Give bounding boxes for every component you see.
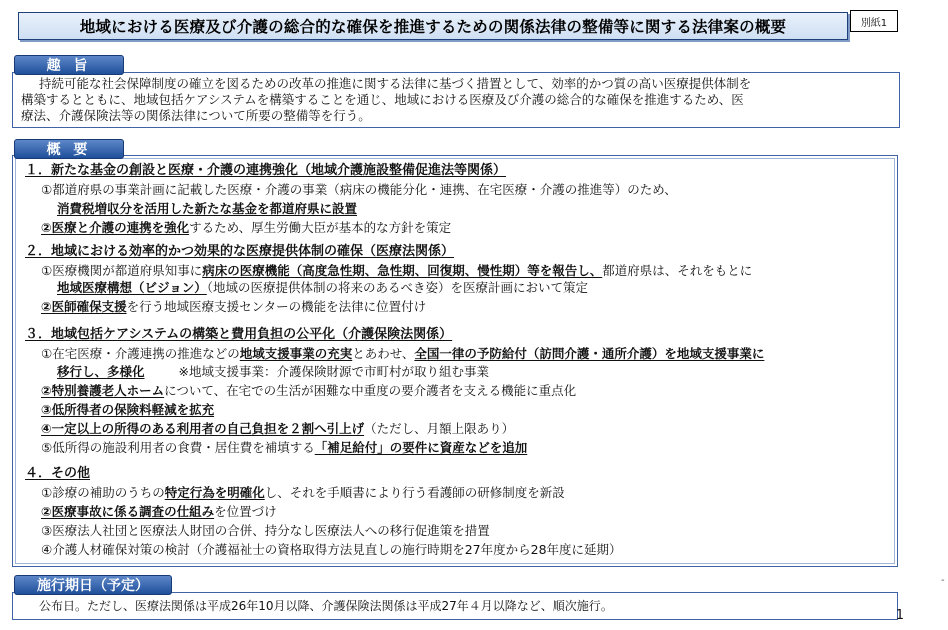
section-3-item-5 (41, 440, 527, 456)
section-3-item-4 (41, 421, 514, 437)
section-4-item-1-emphasis: 特定行為を明確化 (164, 485, 265, 500)
section-2-item-2-emphasis: ②医師確保支援 (41, 299, 127, 314)
purpose-box (12, 72, 900, 128)
section-3-item-4-rest: （ただし、月額上限あり） (364, 421, 515, 436)
section-4-item-1 (41, 485, 565, 501)
annex-label: 別紙1 (850, 10, 898, 32)
purpose-line-3: 療法、介護保険法等の関係法律について所要の整備等を行う。 (21, 108, 371, 123)
effective-date-label: 施行期日（予定） (14, 575, 172, 595)
section-3-item-1-emphasis-2: 全国一律の予防給付（訪問介護・通所介護）を地域支援事業に (414, 346, 765, 361)
section-3-item-1b-emphasis: 移行し、多様化 (57, 364, 145, 379)
overview-label: 概 要 (14, 139, 124, 159)
section-3-item-1-a: ①在宅医療・介護連携の推進などの (41, 346, 240, 361)
section-2-heading: ２．地域における効率的かつ効果的な医療提供体制の確保（医療法関係） (25, 244, 455, 259)
section-3-item-1-emphasis-1: 地域支援事業の充実 (239, 346, 353, 361)
document-title: 地域における医療及び介護の総合的な確保を推進するための関係法律の整備等に関する法律案の概要 (18, 12, 848, 40)
edge-mark: - (941, 575, 945, 586)
purpose-line-1: 持続可能な社会保障制度の確立を図るための改革の推進に関する法律に基づく措置として、効率的かつ質の高い医療提供体制を (39, 76, 752, 91)
section-4-item-2-emphasis: ②医療事故に係る調査の仕組み (41, 504, 215, 519)
purpose-line-2: 構築するとともに、地域包括ケアシステムを構築することを通じ、地域における医療及び介護の総合的な確保を推進するため、医 (21, 92, 744, 107)
section-2-item-1-a: ①医療機関が都道府県知事に (41, 263, 203, 278)
section-2-item-1 (41, 263, 752, 279)
section-3-heading: ３．地域包括ケアシステムの構築と費用負担の公平化（介護保険法関係） (25, 327, 453, 342)
section-3-item-2-rest: について、在宅での生活が困難な中重度の要介護者を支える機能に重点化 (164, 383, 577, 398)
purpose-label: 趣 旨 (14, 55, 124, 75)
page-number: 1 (895, 608, 904, 623)
section-3-item-2-emphasis: ②特別養護老人ホーム (41, 383, 165, 398)
section-1-heading: １．新たな基金の創設と医療・介護の連携強化（地域介護施設整備促進法等関係） (25, 163, 507, 178)
section-4-item-1-a: ①診療の補助のうちの (41, 485, 165, 500)
effective-date-box (12, 592, 898, 620)
section-1-item-1a: ①都道府県の事業計画に記載した医療・介護の事業（病床の機能分化・連携、在宅医療・介護の推進等）のため、 (41, 182, 677, 197)
section-4-item-2 (41, 504, 277, 520)
section-3-item-5-emphasis: 「補足給付」の要件に資産などを追加 (314, 440, 528, 455)
section-1-item-2-emphasis: ②医療と介護の連携を強化 (41, 220, 190, 235)
section-1-item-1b: 消費税増収分を活用した新たな基金を都道府県に設置 (57, 201, 358, 216)
section-3-item-4-emphasis: ④一定以上の所得のある利用者の自己負担を２割へ引上げ (41, 421, 365, 436)
section-4-item-1-rest: し、それを手順書により行う看護師の研修制度を新設 (264, 485, 565, 500)
section-3-item-1-b: とあわせ、 (352, 346, 415, 361)
effective-date-text: 公布日。ただし、医療法関係は平成26年10月以降、介護保険法関係は平成27年４月以降など、順次施行。 (39, 599, 613, 613)
overview-box (12, 155, 898, 567)
section-2-item-1-rest: 都道府県は、それをもとに (602, 263, 753, 278)
section-2-item-2 (41, 299, 426, 315)
section-3-item-3: ③低所得者の保険料軽減を拡充 (41, 402, 215, 417)
section-3-item-1 (41, 346, 764, 362)
section-4-item-3: ③医療法人社団と医療法人財団の合併、持分なし医療法人への移行促進策を措置 (41, 523, 490, 538)
section-1-item-2 (41, 220, 451, 236)
section-1-item-2-rest: するため、厚生労働大臣が基本的な方針を策定 (189, 220, 452, 235)
section-3-item-2 (41, 383, 576, 399)
section-2-item-2-rest: を行う地域医療支援センターの機能を法律に位置付け (126, 299, 427, 314)
section-4-item-2-rest: を位置づけ (214, 504, 277, 519)
section-3-item-5-a: ⑤低所得の施設利用者の食費・居住費を補填する (41, 440, 315, 455)
section-2-item-1b-rest: （地域の医療提供体制の将来のあるべき姿）を医療計画において策定 (206, 280, 589, 295)
section-2-item-1-emphasis: 病床の医療機能（高度急性期、急性期、回復期、慢性期）等を報告し、 (202, 263, 603, 278)
section-2-item-1b (57, 280, 588, 296)
section-3-item-1b-note: ※地域支援事業：介護保険財源で市町村が取り組む事業 (178, 364, 489, 379)
section-4-item-4: ④介護人材確保対策の検討（介護福祉士の資格取得方法見直しの施行時期を27年度から28年度に延期） (41, 542, 622, 557)
section-3-item-1b (57, 364, 489, 380)
section-4-heading: ４．その他 (25, 466, 91, 481)
section-2-item-1b-emphasis: 地域医療構想（ビジョン） (57, 280, 207, 295)
